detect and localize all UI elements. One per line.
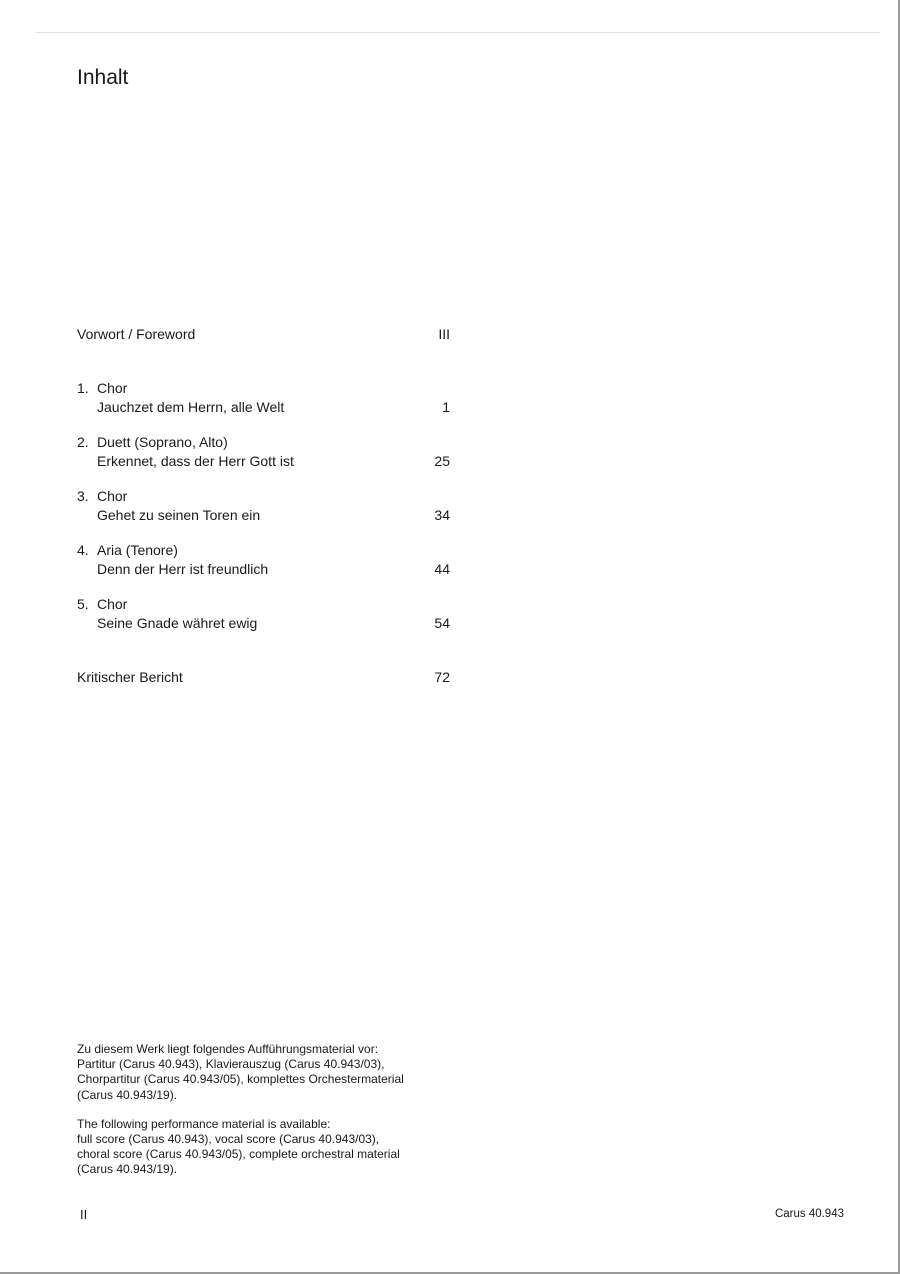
toc-movement-5[interactable] — [77, 595, 450, 633]
toc-movement-2[interactable] — [77, 433, 450, 471]
movement-number: 2. — [77, 434, 89, 450]
movement-title: Seine Gnade währet ewig — [97, 615, 258, 631]
toc-foreword-page: III — [438, 326, 450, 342]
performance-material-note — [77, 1042, 457, 1178]
toc-report-label: Kritischer Bericht — [77, 669, 183, 685]
movement-type: Aria (Tenore) — [97, 542, 178, 558]
page-title: Inhalt — [77, 66, 129, 89]
material-english-line: (Carus 40.943/19). — [77, 1162, 178, 1177]
toc-movement-4[interactable] — [77, 541, 450, 579]
movement-page: 25 — [434, 453, 450, 469]
material-english-line: choral score (Carus 40.943/05), complete orchestral material — [77, 1147, 400, 1162]
movement-type: Chor — [97, 380, 128, 396]
movement-page: 54 — [434, 615, 450, 631]
toc-foreword-label: Vorwort / Foreword — [77, 326, 196, 342]
toc-report[interactable] — [77, 668, 450, 687]
movement-title: Gehet zu seinen Toren ein — [97, 507, 261, 523]
material-german-line: (Carus 40.943/19). — [77, 1087, 178, 1102]
movement-title: Denn der Herr ist freundlich — [97, 561, 269, 577]
toc-foreword[interactable] — [77, 325, 450, 344]
material-german — [77, 1042, 457, 1103]
movement-type: Chor — [97, 488, 128, 504]
movement-page: 44 — [434, 561, 450, 577]
material-german-line: Zu diesem Werk liegt folgendes Aufführungsmaterial vor: — [77, 1042, 379, 1056]
material-english-line: full score (Carus 40.943), vocal score (Carus 40.943/03), — [77, 1132, 380, 1147]
toc-movement-1[interactable] — [77, 379, 450, 417]
toc-report-page: 72 — [434, 669, 450, 685]
movement-title: Jauchzet dem Herrn, alle Welt — [97, 399, 285, 415]
movement-type: Chor — [97, 596, 128, 612]
movement-page: 1 — [442, 399, 450, 415]
movement-title: Erkennet, dass der Herr Gott ist — [97, 453, 294, 469]
material-english — [77, 1117, 457, 1178]
material-german-line: Chorpartitur (Carus 40.943/05), komplettes Orchestermaterial — [77, 1072, 404, 1087]
movement-page: 34 — [434, 507, 450, 523]
movement-type: Duett (Soprano, Alto) — [97, 434, 228, 450]
page-number: II — [80, 1207, 88, 1222]
movement-number: 5. — [77, 596, 89, 612]
catalog-number: Carus 40.943 — [774, 1208, 844, 1220]
movement-number: 1. — [77, 380, 89, 396]
table-of-contents — [77, 325, 450, 687]
toc-movement-3[interactable] — [77, 487, 450, 525]
material-german-line: Partitur (Carus 40.943), Klavierauszug (Carus 40.943/03), — [77, 1057, 385, 1072]
material-english-line: The following performance material is available: — [77, 1116, 331, 1131]
movement-number: 3. — [77, 488, 89, 504]
top-rule — [36, 32, 880, 33]
movement-number: 4. — [77, 542, 89, 558]
